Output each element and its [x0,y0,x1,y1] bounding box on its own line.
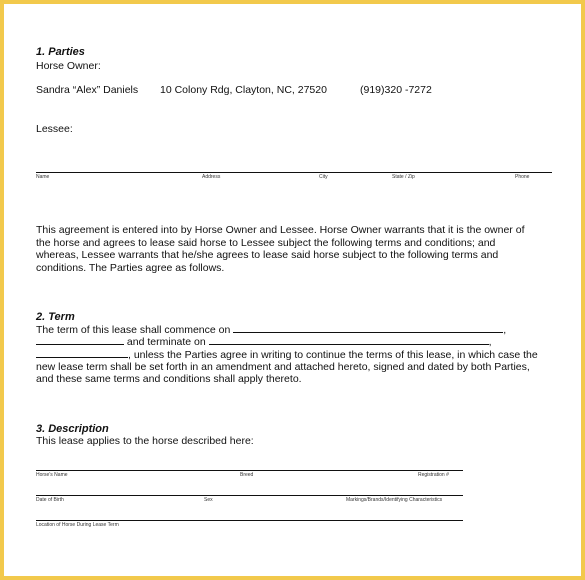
lessee-label: Lessee: [36,123,73,135]
terminate-text: and terminate on [126,336,206,348]
terminate-date-blank-2[interactable] [36,348,128,358]
owner-phone: (919)320 -7272 [360,84,432,96]
agreement-line: whereas, Lessee warrants that he/she agrees to lease said horse subject to the following terms and [36,249,499,261]
term-line-3 [36,348,538,361]
document-page [4,4,581,576]
field-label-city: City [319,174,328,180]
commence-date-blank[interactable] [233,323,503,333]
owner-address: 10 Colony Rdg, Clayton, NC, 27520 [160,84,327,96]
field-label-name: Name [36,174,50,180]
field-label-registration: Registration # [418,472,449,478]
agreement-line: conditions. The Parties agree as follows. [36,261,225,274]
term-line-5: and these same terms and conditions shall apply thereto. [36,373,302,385]
horse-info-line-2[interactable] [36,495,463,496]
agreement-paragraph [36,224,556,274]
field-label-sex: Sex [204,497,213,503]
comma: , [488,336,492,348]
field-label-dob: Date of Birth [36,497,64,503]
field-label-address: Address [202,174,221,180]
horse-info-line-3[interactable] [36,520,463,521]
agreement-line: This agreement is entered into by Horse Owner and Lessee. Horse Owner warrants that it is the owner of [36,224,525,236]
comma: , [503,324,507,336]
field-label-horse-name: Horse's Name [36,472,68,478]
terminate-date-blank[interactable] [209,335,489,345]
section-parties-heading: 1. Parties [36,46,85,58]
field-label-breed: Breed [240,472,254,478]
description-intro: This lease applies to the horse described here: [36,435,254,447]
field-label-markings: Markings/Brands/Identifying Characteristics [346,497,443,503]
term-line-4: new lease term shall be set forth in an amendment and attached hereto, signed and dated by both Parties, [36,361,530,373]
field-label-phone: Phone [515,174,530,180]
commence-date-blank-2[interactable] [36,335,124,345]
term-continue-text: , unless the Parties agree in writing to continue the terms of this lease, in which case the [128,349,538,361]
section-term-heading: 2. Term [36,311,75,323]
section-description-heading: 3. Description [36,423,109,435]
horse-info-line-1[interactable] [36,470,463,471]
term-commence-text: The term of this lease shall commence on [36,324,231,336]
field-label-location: Location of Horse During Lease Term [36,522,119,528]
field-label-state-zip: State / Zip [392,174,415,180]
horse-owner-label: Horse Owner: [36,60,101,72]
agreement-line: the horse and agrees to lease said horse to Lessee subject the following terms and conditions; and [36,236,496,249]
lessee-info-line[interactable] [36,172,552,173]
term-line-2 [36,335,492,348]
owner-name: Sandra “Alex” Daniels [36,84,139,96]
